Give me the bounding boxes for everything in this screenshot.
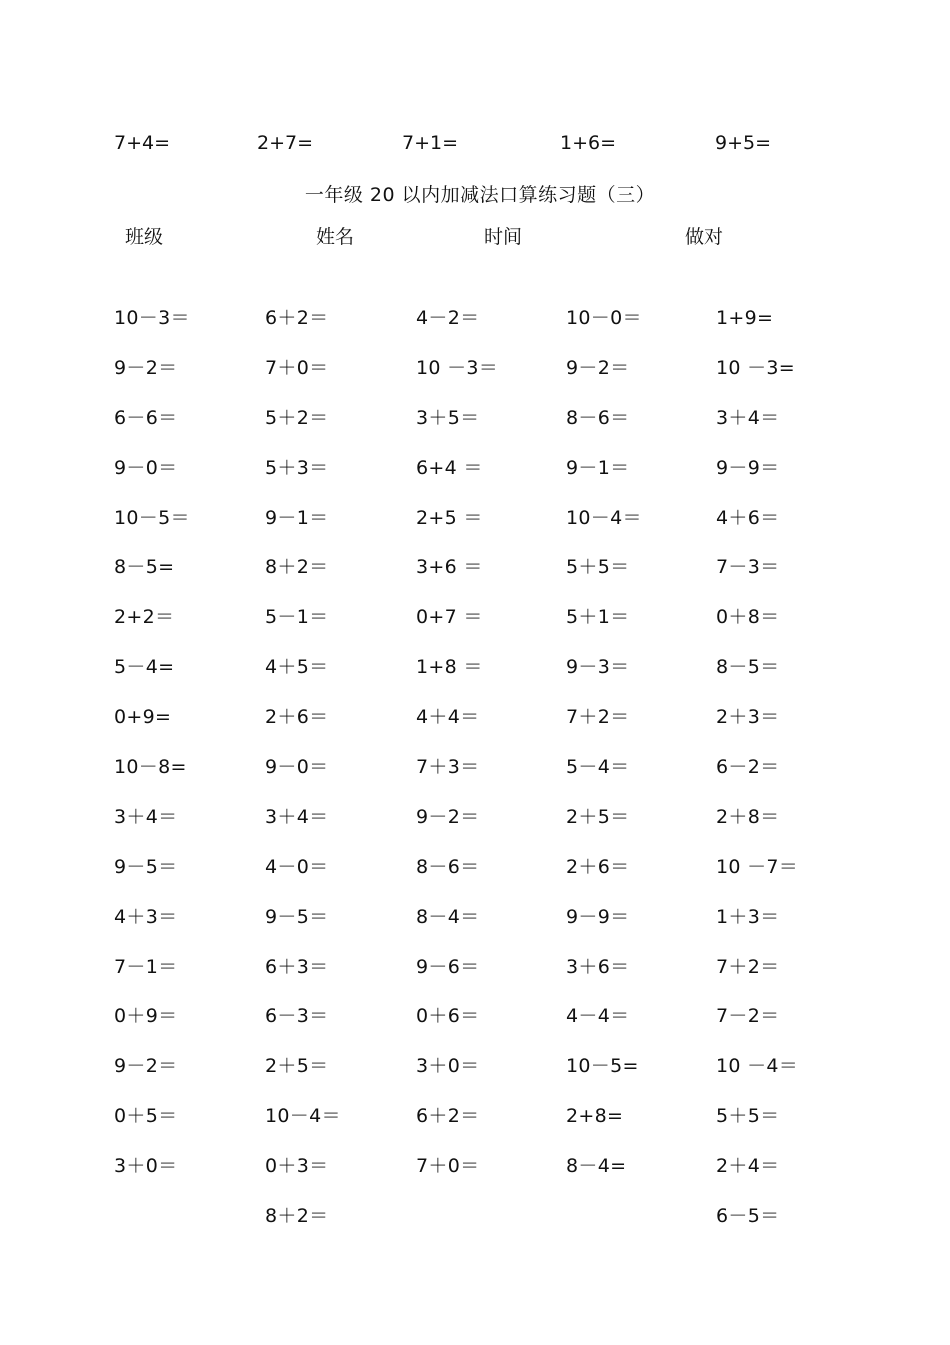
problem-item: 2＋5＝ xyxy=(566,805,630,828)
problem-item: 3＋4＝ xyxy=(265,805,329,828)
problem-item: 6＋2＝ xyxy=(265,307,329,329)
problem-item: 6－2＝ xyxy=(716,756,780,779)
problem-item: 9－9＝ xyxy=(566,905,630,928)
problem-item: 9－2＝ xyxy=(114,356,178,379)
problem-item: 3＋4＝ xyxy=(716,406,780,429)
top-problem-row xyxy=(0,132,950,160)
problem-item: 0＋6＝ xyxy=(416,1005,480,1028)
problem-item: 5＋1＝ xyxy=(566,606,630,629)
problem-item: 9－3＝ xyxy=(566,656,630,679)
problem-column-1 xyxy=(114,305,264,1203)
problem-item: 6＋3＝ xyxy=(265,955,329,978)
problem-item: 2+5 ＝ xyxy=(416,506,483,529)
problem-item: 10 －4＝ xyxy=(716,1055,799,1078)
problem-item: 5＋2＝ xyxy=(265,406,329,429)
top-problem: 7+1= xyxy=(402,132,459,154)
problem-column-5 xyxy=(716,305,866,1253)
problem-item: 3＋0＝ xyxy=(114,1155,178,1178)
top-problem: 1+6= xyxy=(560,132,617,154)
problem-item: 9－2＝ xyxy=(114,1055,178,1078)
problem-item: 1+8 ＝ xyxy=(416,656,483,679)
problem-item: 6+4 ＝ xyxy=(416,456,483,479)
problem-item: 9－0＝ xyxy=(265,756,329,779)
problem-item: 3+6 ＝ xyxy=(416,556,483,579)
problem-item: 8－5= xyxy=(114,556,175,579)
problem-item: 7＋0＝ xyxy=(416,1155,480,1178)
problem-item: 10－5＝ xyxy=(114,506,190,529)
problem-item: 10 －3＝ xyxy=(416,356,499,379)
problem-item: 0+7 ＝ xyxy=(416,606,483,629)
problem-item: 9－0＝ xyxy=(114,456,178,479)
problem-item: 3＋5＝ xyxy=(416,406,480,429)
problem-item: 4＋4＝ xyxy=(416,706,480,729)
problem-item: 5－4= xyxy=(114,656,175,679)
problem-item: 2+8= xyxy=(566,1105,624,1128)
problem-item: 1＋3＝ xyxy=(716,905,780,928)
problem-item: 10－0＝ xyxy=(566,307,642,329)
problem-item: 8＋2＝ xyxy=(265,556,329,579)
problem-item: 10－8= xyxy=(114,756,187,779)
problem-item: 1+9= xyxy=(716,307,774,329)
time-label: 时间 xyxy=(484,226,523,248)
problem-item: 10 －3= xyxy=(716,356,796,379)
worksheet-title xyxy=(0,180,950,207)
problem-item: 4＋6＝ xyxy=(716,506,780,529)
problem-item: 4－2＝ xyxy=(416,307,480,329)
problem-item: 8－6＝ xyxy=(566,406,630,429)
student-info-row xyxy=(0,222,950,250)
problem-item: 3＋0＝ xyxy=(416,1055,480,1078)
top-problem: 9+5= xyxy=(715,132,772,154)
problem-item: 10－4＝ xyxy=(265,1105,341,1128)
problem-item: 6－3＝ xyxy=(265,1005,329,1028)
class-label: 班级 xyxy=(125,226,164,248)
problem-item: 0＋8＝ xyxy=(716,606,780,629)
problem-item: 3＋6＝ xyxy=(566,955,630,978)
problem-item: 2+2＝ xyxy=(114,606,175,629)
problem-item: 8－4= xyxy=(566,1155,627,1178)
problem-item: 9－1＝ xyxy=(566,456,630,479)
problem-item: 9－2＝ xyxy=(566,356,630,379)
top-problem: 7+4= xyxy=(114,132,171,154)
problem-item: 7－1＝ xyxy=(114,955,178,978)
problem-item: 0＋3＝ xyxy=(265,1155,329,1178)
problem-item: 5＋3＝ xyxy=(265,456,329,479)
problem-item: 9－5＝ xyxy=(265,905,329,928)
problem-item: 4＋3＝ xyxy=(114,905,178,928)
problem-item: 6－5＝ xyxy=(716,1205,780,1228)
problem-item: 8－4＝ xyxy=(416,905,480,928)
problem-item: 5－1＝ xyxy=(265,606,329,629)
problem-item: 9－9＝ xyxy=(716,456,780,479)
problem-item: 4－0＝ xyxy=(265,855,329,878)
problem-item: 9－1＝ xyxy=(265,506,329,529)
problem-item: 7－2＝ xyxy=(716,1005,780,1028)
problem-item: 10 －7＝ xyxy=(716,855,799,878)
problem-item: 5＋5＝ xyxy=(566,556,630,579)
problem-item: 7＋2＝ xyxy=(566,706,630,729)
problem-column-4 xyxy=(566,305,716,1203)
problem-item: 5－4＝ xyxy=(566,756,630,779)
problem-item: 2＋8＝ xyxy=(716,805,780,828)
problem-column-2 xyxy=(265,305,415,1253)
problem-item: 2＋6＝ xyxy=(265,706,329,729)
top-problem: 2+7= xyxy=(257,132,314,154)
problem-item: 0＋9＝ xyxy=(114,1005,178,1028)
problem-item: 3＋4＝ xyxy=(114,805,178,828)
problem-item: 7－3＝ xyxy=(716,556,780,579)
problem-item: 9－5＝ xyxy=(114,855,178,878)
problem-item: 5＋5＝ xyxy=(716,1105,780,1128)
problem-item: 10－3＝ xyxy=(114,307,190,329)
problem-item: 7＋0＝ xyxy=(265,356,329,379)
problem-item: 0＋5＝ xyxy=(114,1105,178,1128)
problem-item: 0+9= xyxy=(114,706,172,729)
correct-count-label: 做对 xyxy=(685,226,724,248)
problem-item: 6＋2＝ xyxy=(416,1105,480,1128)
problem-column-3 xyxy=(416,305,566,1203)
problem-item: 4＋5＝ xyxy=(265,656,329,679)
problem-item: 8－5＝ xyxy=(716,656,780,679)
name-label: 姓名 xyxy=(316,226,355,248)
problem-item: 10－5= xyxy=(566,1055,639,1078)
problem-item: 9－6＝ xyxy=(416,955,480,978)
worksheet-title-text: 一年级 20 以内加减法口算练习题（三） xyxy=(304,184,656,206)
problem-item: 9－2＝ xyxy=(416,805,480,828)
problem-item: 7＋3＝ xyxy=(416,756,480,779)
problem-item: 10－4＝ xyxy=(566,506,642,529)
problem-item: 8＋2＝ xyxy=(265,1205,329,1228)
problem-item: 2＋6＝ xyxy=(566,855,630,878)
problem-item: 2＋3＝ xyxy=(716,706,780,729)
problem-item: 4－4＝ xyxy=(566,1005,630,1028)
problem-item: 2＋5＝ xyxy=(265,1055,329,1078)
problem-item: 6－6＝ xyxy=(114,406,178,429)
problem-item: 8－6＝ xyxy=(416,855,480,878)
problem-item: 2＋4＝ xyxy=(716,1155,780,1178)
problem-item: 7＋2＝ xyxy=(716,955,780,978)
